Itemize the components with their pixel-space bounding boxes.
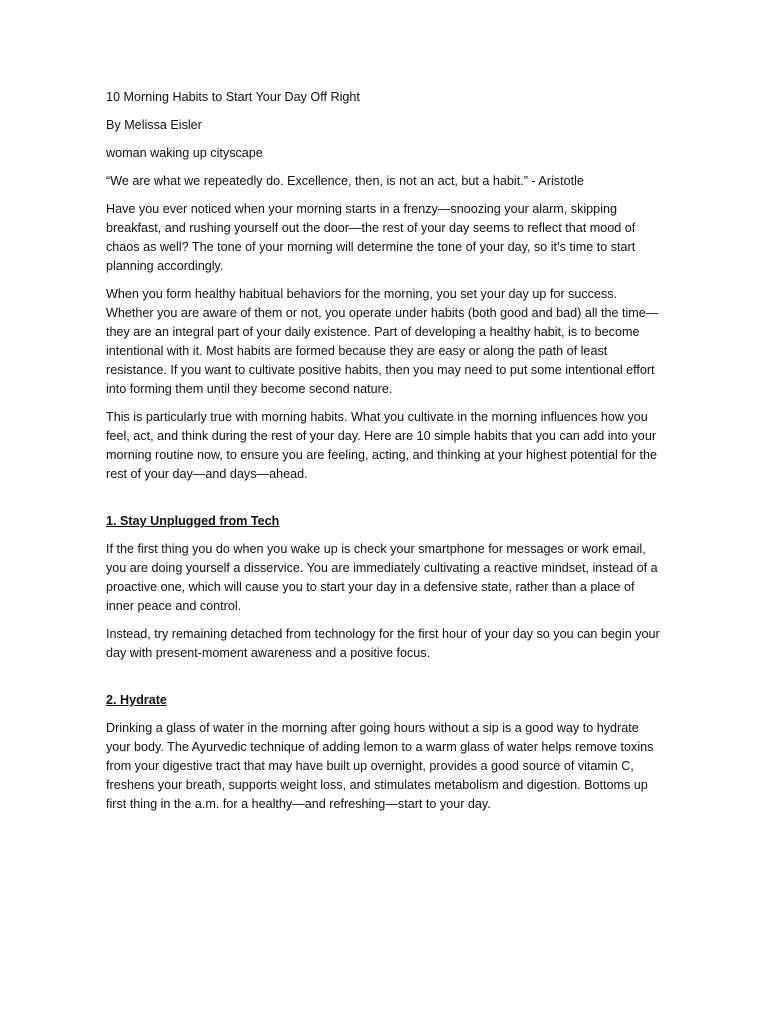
intro-paragraph: When you form healthy habitual behaviors for the morning, you set your day up for success. Whether you are aware of them or not, you operate under habits (both good and bad) all the time—they are an integral part of your daily existence. Part of developing a healthy habit, is to become intentional with it. Most habits are formed because they are easy or along the path of least resistance. If you want to cultivate positive habits, then you may need to put some intentional effort into forming them until they become second nature. bbox=[106, 287, 659, 396]
document-page bbox=[106, 88, 666, 823]
image-caption: woman waking up cityscape bbox=[106, 146, 263, 160]
section-spacer bbox=[106, 493, 666, 512]
section-paragraph: If the first thing you do when you wake up is check your smartphone for messages or work email, you are doing yourself a disservice. You are immediately cultivating a reactive mindset, instead of a proactive one, which will cause you to start your day in a defensive state, rather than a place of inner peace and control. bbox=[106, 542, 658, 613]
intro-paragraph: Have you ever noticed when your morning starts in a frenzy—snoozing your alarm, skipping breakfast, and rushing yourself out the door—the rest of your day seems to reflect that mood of chaos as well? The tone of your morning will determine the tone of your day, so it’s time to start planning accordingly. bbox=[106, 202, 636, 273]
section-heading-stay-unplugged: 1. Stay Unplugged from Tech bbox=[106, 514, 280, 528]
author-byline: By Melissa Eisler bbox=[106, 118, 202, 132]
epigraph-quote: “We are what we repeatedly do. Excellence, then, is not an act, but a habit.” - Aristotle bbox=[106, 174, 584, 188]
section-spacer bbox=[106, 672, 666, 691]
document-title: 10 Morning Habits to Start Your Day Off Right bbox=[106, 90, 360, 104]
intro-paragraph: This is particularly true with morning habits. What you cultivate in the morning influences how you feel, act, and think during the rest of your day. Here are 10 simple habits that you can add into your morning routine now, to ensure you are feeling, acting, and thinking at your highest potential for the rest of your day—and days—ahead. bbox=[106, 410, 657, 481]
section-paragraph: Drinking a glass of water in the morning after going hours without a sip is a good way to hydrate your body. The Ayurvedic technique of adding lemon to a warm glass of water helps remove toxins from your digestive tract that may have built up overnight, provides a good source of vitamin C, freshens your breath, supports weight loss, and stimulates metabolism and digestion. Bottoms up first thing in the a.m. for a healthy—and refreshing—start to your day. bbox=[106, 721, 654, 811]
section-paragraph: Instead, try remaining detached from technology for the first hour of your day so you can begin your day with present-moment awareness and a positive focus. bbox=[106, 627, 660, 660]
section-heading-hydrate: 2. Hydrate bbox=[106, 693, 167, 707]
